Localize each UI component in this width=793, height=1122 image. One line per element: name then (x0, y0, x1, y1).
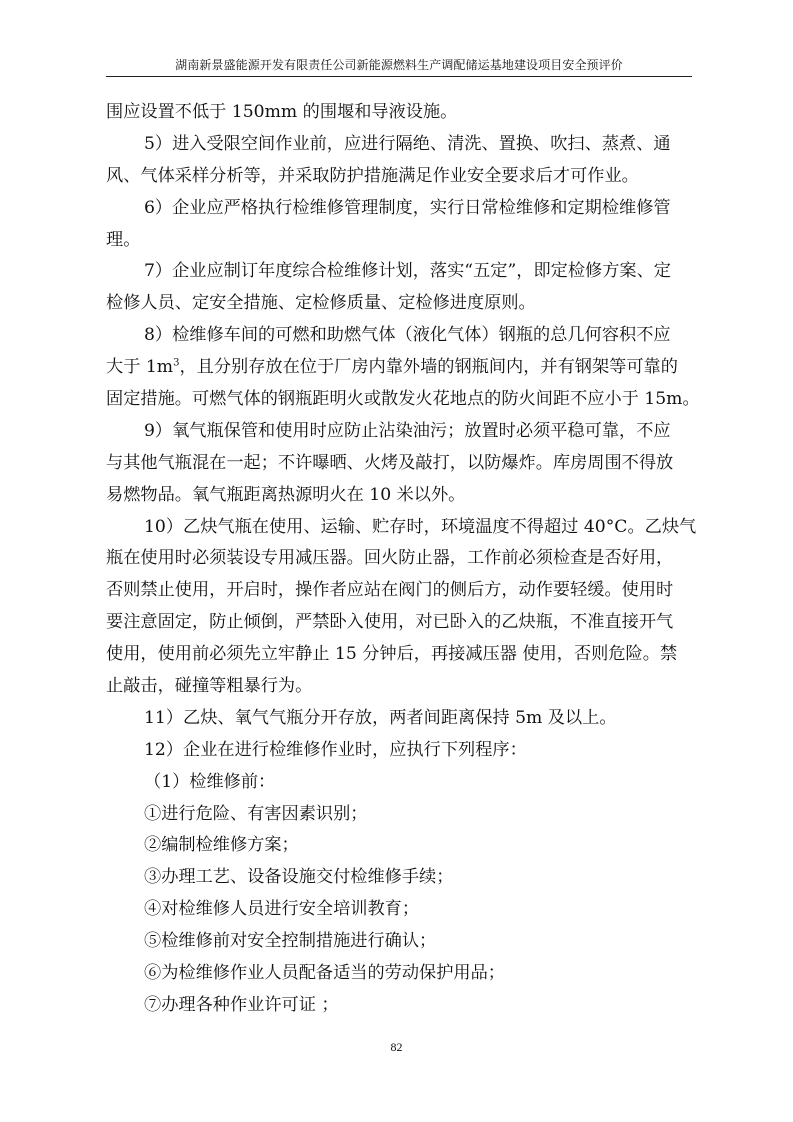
text-line: 与其他气瓶混在一起；不许曝晒、火烤及敲打，以防爆炸。库房周围不得放 (106, 452, 674, 473)
text-line: 9）氧气瓶保管和使用时应防止沾染油污；放置时必须平稳可靠，不应 (144, 420, 671, 441)
text-line: 围应设置不低于 150mm 的围堰和导液设施。 (106, 102, 458, 122)
text-line-with-superscript (106, 352, 722, 384)
list-item: ③办理工艺、设备设施交付检维修手续； (144, 867, 454, 888)
text-segment: ，且分别存放在位于厂房内靠外墙的钢瓶间内，并有钢架等可靠的 (179, 357, 678, 378)
list-item: ⑦办理各种作业许可证 ； (144, 994, 339, 1015)
list-item: ⑤检维修前对安全控制措施进行确认； (144, 931, 437, 952)
text-segment: 大于 1m (106, 357, 174, 378)
text-line: 要注意固定，防止倾倒，严禁卧入使用，对已卧入的乙炔瓶，不准直接开气 (106, 612, 674, 633)
text-line: 8）检维修车间的可燃和助燃气体（液化气体）钢瓶的总几何容积不应 (144, 325, 671, 346)
text-line: 风、气体采样分析等，并采取防护措施满足作业安全要求后才可作业。 (106, 165, 639, 186)
page-number: 82 (390, 1040, 403, 1054)
text-line: 固定措施。可燃气体的钢瓶距明火或散发火花地点的防火间距不应小于 15m。 (106, 389, 700, 410)
list-item: ⑥为检维修作业人员配备适当的劳动保护用品； (144, 963, 505, 984)
text-line: 止敲击，碰撞等粗暴行为。 (106, 676, 313, 697)
document-body (106, 97, 722, 1022)
header-rule (106, 76, 692, 77)
page-header: 湖南新景盛能源开发有限责任公司新能源燃料生产调配储运基地建设项目安全预评价 (175, 58, 623, 72)
text-line: 瓶在使用时必须装设专用减压器。回火防止器，工作前必须检查是否好用， (106, 548, 674, 569)
text-line: 7）企业应制订年度综合检维修计划，落实“五定”，即定检修方案、定 (144, 261, 671, 282)
text-line: 理。 (106, 229, 141, 250)
text-line: 12）企业在进行检维修作业时，应执行下列程序： (144, 739, 527, 760)
list-item: ②编制检维修方案； (144, 835, 299, 856)
superscript: 3 (173, 357, 180, 369)
text-line: （1）检维修前： (144, 771, 276, 792)
text-line: 5）进入受限空间作业前，应进行隔绝、清洗、置换、吹扫、蒸煮、通 (144, 133, 671, 154)
text-line: 6）企业应严格执行检维修管理制度，实行日常检维修和定期检维修管 (144, 197, 671, 218)
list-item: ①进行危险、有害因素识别； (144, 803, 368, 824)
text-line: 检修人员、定安全措施、定检修质量、定检修进度原则。 (106, 293, 536, 314)
text-line: 使用，使用前必须先立牢静止 15 分钟后，再接减压器 使用，否则危险。禁 (106, 644, 678, 665)
text-line: 否则禁止使用，开启时，操作者应站在阀门的侧后方，动作要轻缓。使用时 (106, 580, 674, 601)
text-line: 11）乙炔、氧气气瓶分开存放，两者间距离保持 5m 及以上。 (144, 707, 617, 728)
text-line: 易燃物品。氧气瓶距离热源明火在 10 米以外。 (106, 484, 466, 505)
text-line: 10）乙炔气瓶在使用、运输、贮存时，环境温度不得超过 40°C。乙炔气 (144, 516, 697, 537)
list-item: ④对检维修人员进行安全培训教育； (144, 899, 420, 920)
